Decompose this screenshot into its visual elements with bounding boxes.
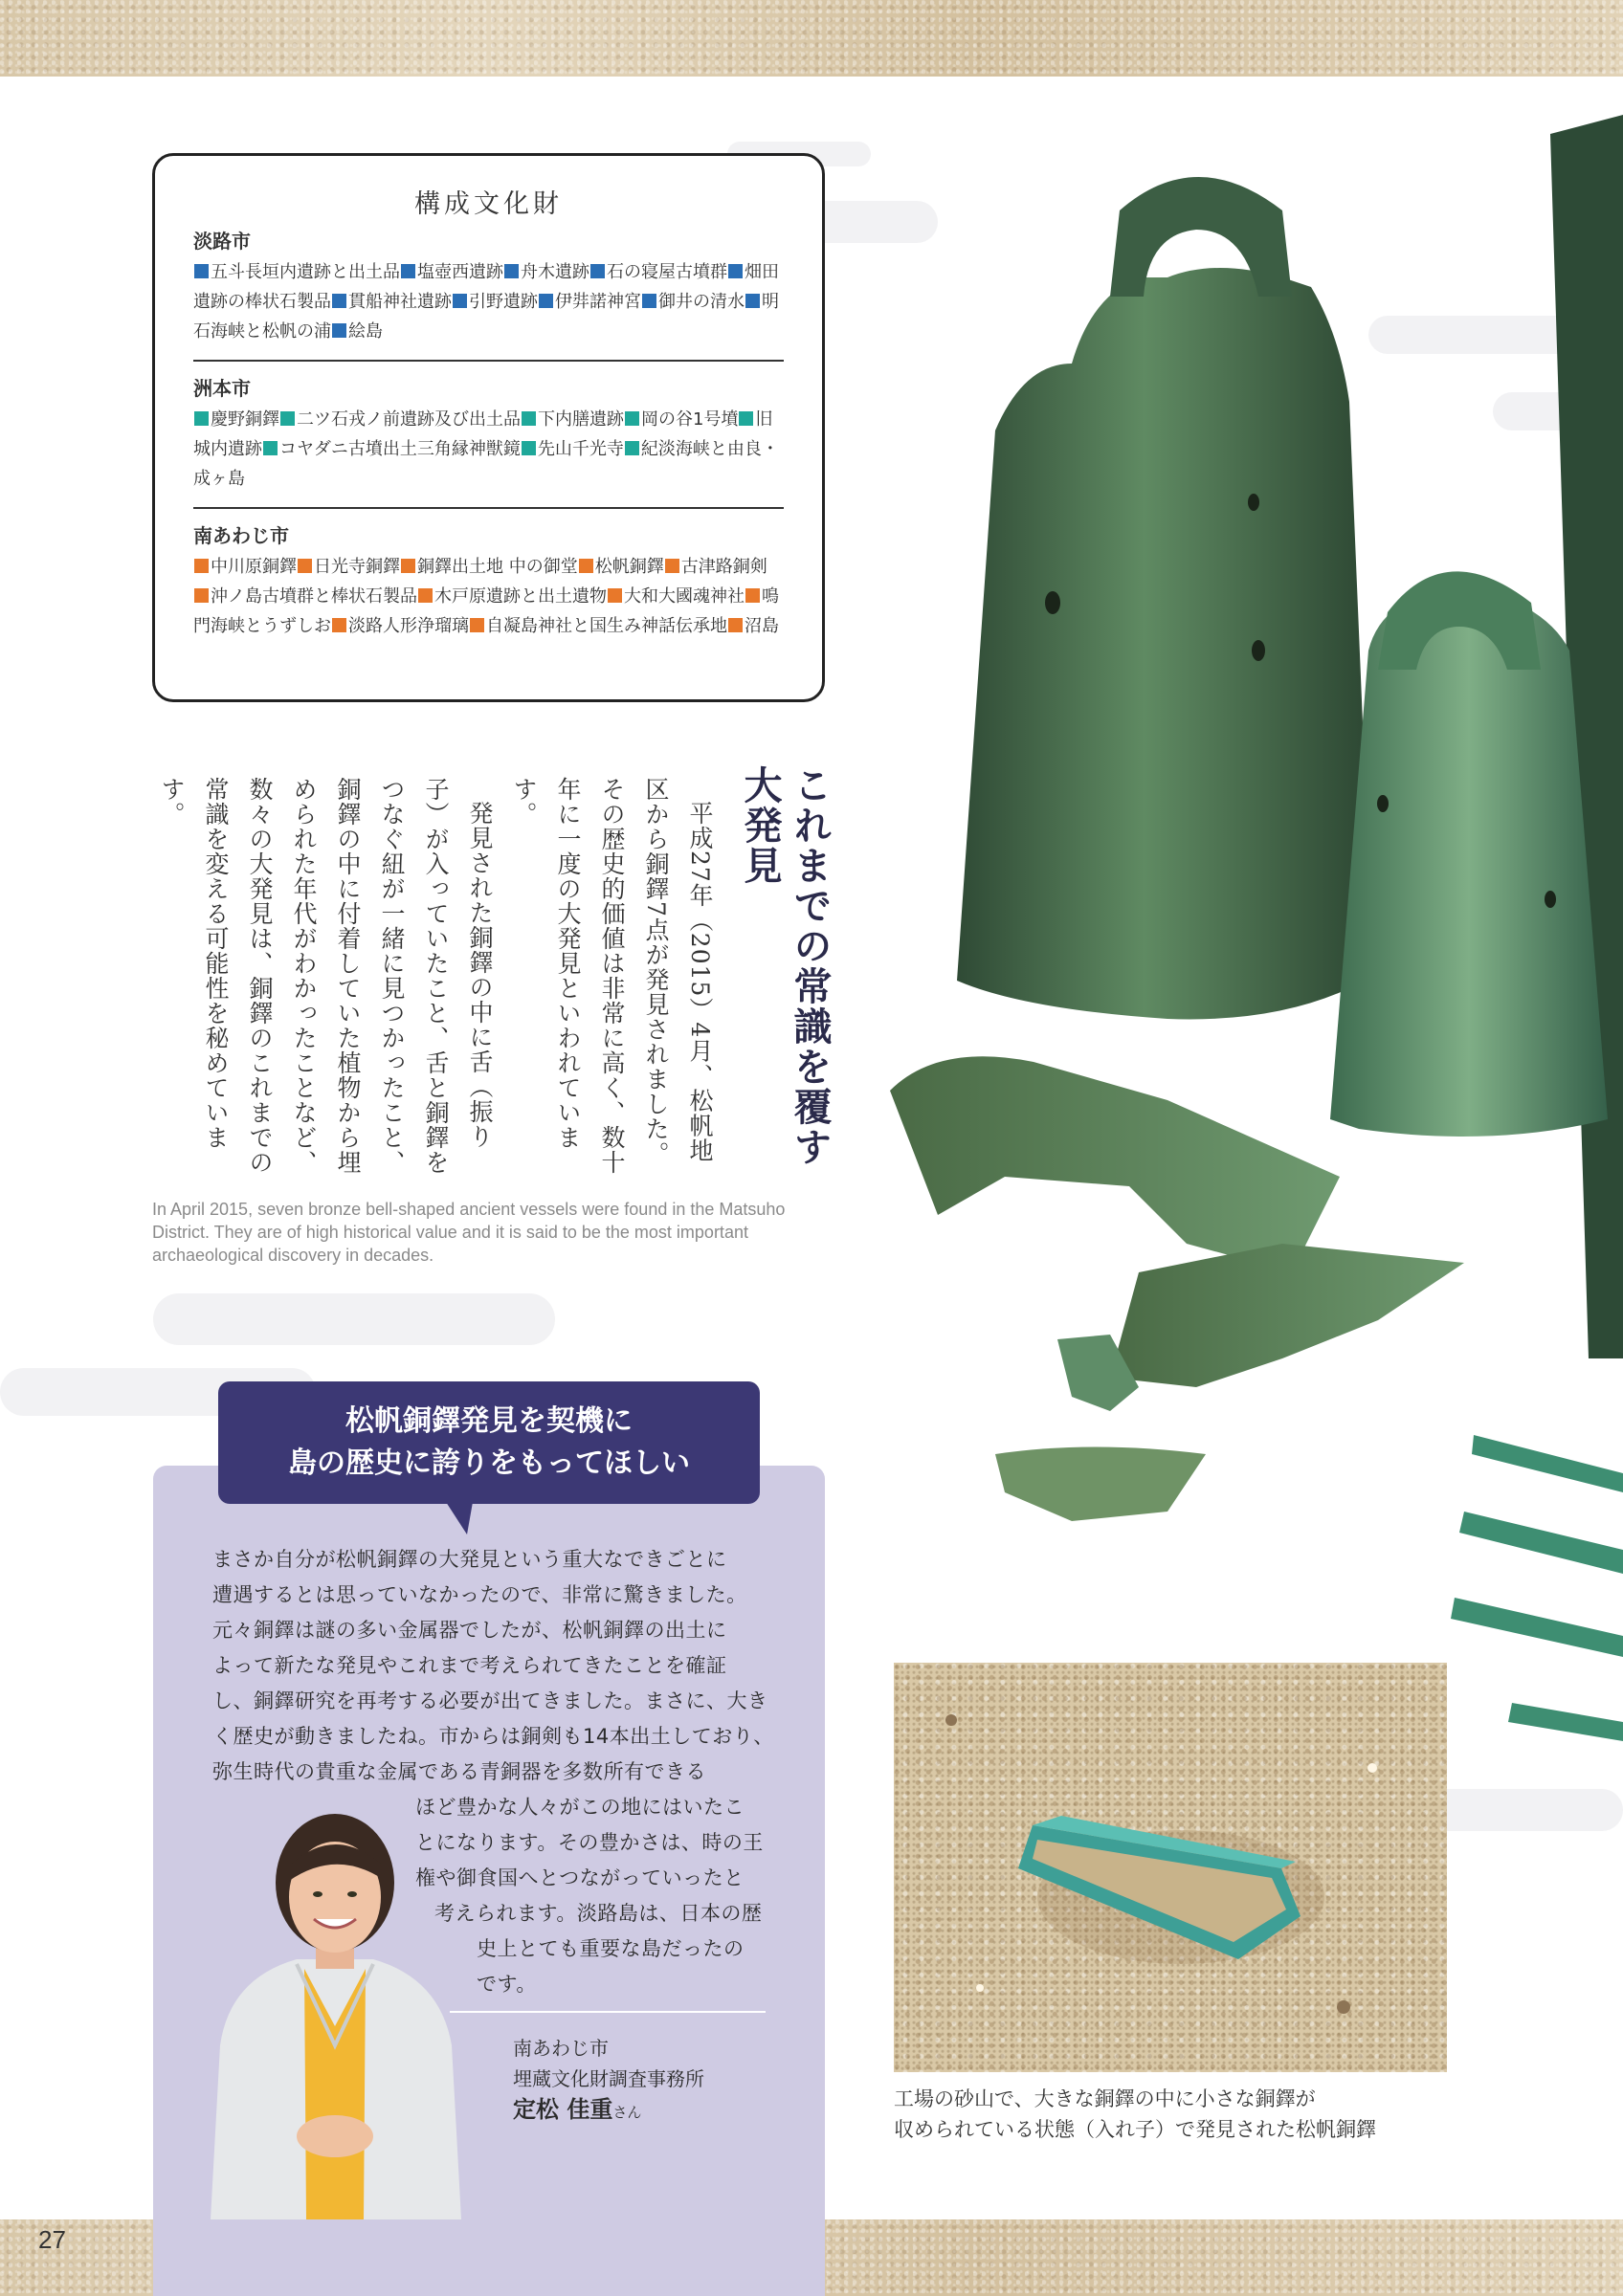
article-paragraph: 発見された銅鐸の中に舌（振り子）が入っていたこと、舌と銅鐸をつなぐ紐が一緒に見つかったこと、銅鐸の中に付着していた植物から埋められた年代がわかったことなど、数々の大発見は、銅鐸のこれまでの常識を変える可能性を秘めています。 (158, 777, 494, 1175)
photo-caption-line: 工場の砂山で、大きな銅鐸の中に小さな銅鐸が (894, 2087, 1316, 2110)
heritage-item: 旧城内遺跡 (193, 409, 773, 459)
bullet-square-icon (728, 618, 743, 632)
bubble-tail (446, 1502, 473, 1534)
heritage-item: 明石海峡と松帆の浦 (193, 292, 779, 342)
heritage-item: 貫船神社遺跡 (348, 292, 452, 312)
bullet-square-icon (745, 294, 760, 308)
heritage-item: 御井の清水 (658, 292, 745, 312)
city-divider (193, 507, 784, 509)
bullet-square-icon (470, 618, 484, 632)
bullet-square-icon (739, 411, 753, 426)
city-heritage-list (193, 552, 784, 641)
interview-line: し、銅鐸研究を再考する必要が出てきました。まさに、大き (212, 1689, 768, 1712)
heritage-item: 沼島 (745, 616, 779, 636)
article-body (147, 777, 722, 1179)
city-name: 淡路市 (193, 230, 251, 253)
bullet-square-icon (263, 441, 278, 455)
photo-caption (894, 2084, 1376, 2145)
bullet-square-icon (665, 559, 679, 573)
heritage-item: 紀淡海峡と由良・成ヶ島 (193, 439, 779, 489)
bronze-bells-photo (880, 115, 1623, 1760)
nested-bell-in-sand (894, 1663, 1447, 2072)
heritage-item: 岡の谷1号墳 (641, 409, 739, 430)
bullet-square-icon (194, 411, 209, 426)
english-caption: In April 2015, seven bronze bell-shaped ancient vessels were found in the Matsuho District. They are of high historical value and it is said to be the most important archaeological discovery in decades. (152, 1200, 786, 1265)
heritage-city-section (193, 226, 784, 346)
interview-headline-line: 島の歴史に誇りをもってほしい (288, 1446, 690, 1480)
bullet-square-icon (332, 323, 346, 338)
sand-pile-photo (894, 1663, 1447, 2072)
bullet-square-icon (332, 294, 346, 308)
credit-name: 定松 佳重 (513, 2096, 613, 2123)
heritage-item: 二ツ石戎ノ前遺跡及び出土品 (297, 409, 521, 430)
city-name: 洲本市 (193, 377, 251, 400)
photo-caption-line: 収められている状態（入れ子）で発見された松帆銅鐸 (894, 2118, 1376, 2141)
bullet-square-icon (625, 411, 639, 426)
city-name: 南あわじ市 (193, 524, 289, 547)
bullet-square-icon (590, 264, 605, 278)
heritage-item: 慶野銅鐸 (211, 409, 279, 430)
heritage-item: 淡路人形浄瑠璃 (348, 616, 469, 636)
heritage-item: 木戸原遺跡と出土遺物 (434, 586, 607, 607)
bullet-square-icon (298, 559, 312, 573)
article-heading: これまでの常識を覆す大発見 (738, 765, 833, 1167)
interview-line: 弥生時代の貴重な金属である青銅器を多数所有できる (212, 1760, 706, 1783)
interview-line: く歴史が動きましたね。市からは銅剣も14本出土しており、 (212, 1725, 774, 1748)
heritage-title: 構成文化財 (414, 189, 563, 219)
heritage-item: 畑田遺跡の棒状石製品 (193, 262, 779, 312)
interview-line: よって新たな発見やこれまで考えられてきたことを確証 (212, 1654, 727, 1677)
credit-honorific: さん (612, 2104, 642, 2121)
bullet-square-icon (579, 559, 593, 573)
heritage-list-box (152, 153, 825, 702)
heritage-item: コヤダニ古墳出土三角縁神獣鏡 (279, 439, 521, 459)
bullet-square-icon (539, 294, 553, 308)
heritage-item: 伊弉諾神宮 (555, 292, 641, 312)
page-number: 27 (38, 2225, 66, 2254)
credit-org: 埋蔵文化財調査事務所 (513, 2067, 704, 2090)
bullet-square-icon (504, 264, 519, 278)
interview-headline-bubble (218, 1381, 760, 1504)
heritage-item: 中川原銅鐸 (211, 557, 297, 577)
bullet-square-icon (401, 559, 415, 573)
interview-line: 遭遇するとは思っていなかったので、非常に驚きました。 (212, 1583, 747, 1606)
city-heritage-list (193, 405, 784, 494)
bullet-square-icon (745, 588, 760, 603)
bullet-square-icon (608, 588, 622, 603)
bullet-square-icon (194, 588, 209, 603)
city-divider (193, 360, 784, 362)
interviewee-photo (201, 1806, 469, 2219)
credit-org: 南あわじ市 (513, 2037, 609, 2060)
city-heritage-list (193, 257, 784, 346)
heritage-item: 銅鐸出土地 中の御堂 (417, 557, 578, 577)
interview-headline-line: 松帆銅鐸発見を契機に (345, 1404, 633, 1438)
heritage-item: 先山千光寺 (537, 439, 624, 459)
top-paper-band (0, 0, 1623, 77)
bullet-square-icon (642, 294, 656, 308)
heritage-item: 石の寝屋古墳群 (607, 262, 727, 282)
bullet-square-icon (332, 618, 346, 632)
heritage-item: 引野遺跡 (469, 292, 538, 312)
interview-line: 元々銅鐸は謎の多い金属器でしたが、松帆銅鐸の出土に (212, 1619, 727, 1642)
interview-line: 史上とても重要な島だったの (477, 1937, 745, 1960)
heritage-item: 絵島 (348, 321, 383, 342)
heritage-item: 舟木遺跡 (521, 262, 589, 282)
bullet-square-icon (280, 411, 295, 426)
bullet-square-icon (418, 588, 433, 603)
interviewee-credit (513, 2033, 704, 2128)
heritage-city-section (193, 373, 784, 494)
heritage-item: 塩壺西遺跡 (417, 262, 503, 282)
heritage-item: 沖ノ島古墳群と棒状石製品 (211, 586, 417, 607)
heritage-item: 自凝島神社と国生み神話伝承地 (486, 616, 727, 636)
heritage-cities (193, 226, 784, 641)
bullet-square-icon (522, 411, 536, 426)
interview-line: 考えられます。淡路島は、日本の歴 (434, 1902, 763, 1925)
bullet-square-icon (401, 264, 415, 278)
interview-line: です。 (477, 1973, 537, 1996)
bullet-square-icon (453, 294, 467, 308)
heritage-item: 大和大國魂神社 (624, 586, 745, 607)
interview-line: まさか自分が松帆銅鐸の大発見という重大なできごとに (212, 1548, 727, 1571)
interview-line: 権や御食国へとつながっていったと (415, 1866, 745, 1889)
heritage-item: 五斗長垣内遺跡と出土品 (211, 262, 400, 282)
heritage-item: 古津路銅剣 (680, 557, 767, 577)
interview-line: とになります。その豊かさは、時の王 (415, 1831, 764, 1854)
bullet-square-icon (194, 264, 209, 278)
interview-line: ほど豊かな人々がこの地にはいたこ (415, 1796, 745, 1819)
heritage-city-section (193, 520, 784, 641)
heritage-item: 日光寺銅鐸 (314, 557, 400, 577)
heritage-item: 松帆銅鐸 (594, 557, 664, 577)
bullet-square-icon (625, 441, 639, 455)
article-paragraph: 平成27年（2015）4月、松帆地区から銅鐸7点が発見されました。その歴史的価値は非常に高く、数十年に一度の大発見といわれています。 (510, 777, 714, 1175)
heritage-item: 下内膳遺跡 (538, 409, 624, 430)
credit-divider (450, 2011, 766, 2013)
cloud-decoration (153, 1293, 555, 1345)
bullet-square-icon (194, 559, 209, 573)
heritage-item: 鳴門海峡とうずしお (193, 586, 779, 636)
bullet-square-icon (728, 264, 743, 278)
bullet-square-icon (522, 441, 536, 455)
